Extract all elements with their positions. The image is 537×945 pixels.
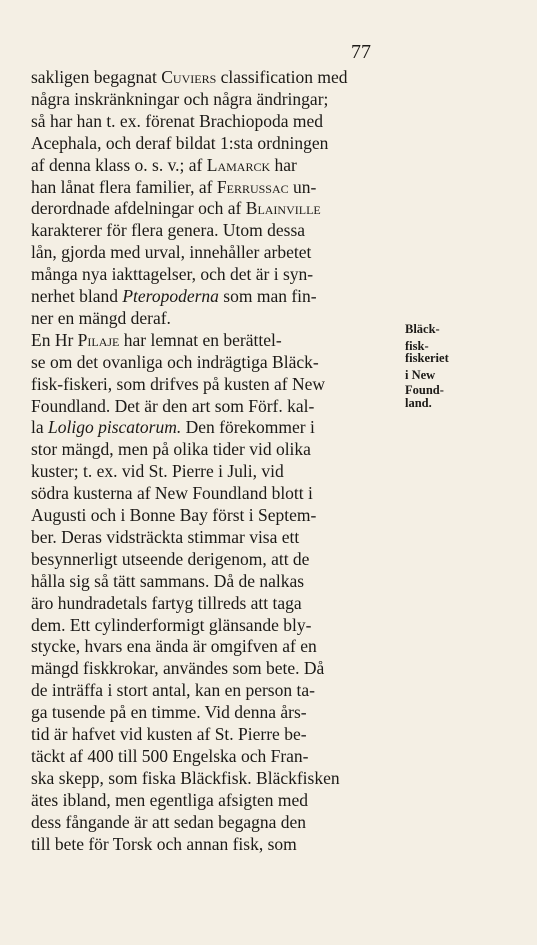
text-line — [31, 811, 306, 833]
text-run: karakterer för flera genera. Utom dessa — [31, 220, 306, 241]
text-run: mängd fiskkrokar, användes som bete. Då — [31, 658, 325, 679]
text-run: ska skepp, som fiska Bläckfisk. Bläckfisken — [31, 767, 340, 788]
italic-term: Loligo piscatorum. — [48, 417, 182, 438]
text-line — [31, 285, 317, 307]
text-run: har lemnat en berättel- — [119, 329, 282, 350]
text-line — [31, 110, 323, 132]
text-line — [31, 570, 304, 592]
text-line — [31, 745, 309, 767]
text-line — [31, 219, 305, 241]
text-run: tid är hafvet vid kusten af St. Pierre be- — [31, 724, 307, 744]
text-line — [31, 833, 297, 855]
text-run: ber. Deras vidsträckta stimmar visa ett — [31, 526, 300, 547]
page-number: 77 — [351, 41, 371, 63]
text-run: un- — [288, 176, 317, 197]
margin-note-line: fiskeriet — [405, 351, 449, 365]
text-run: Acephala, och deraf bildat 1:sta ordningen — [31, 132, 329, 153]
text-run: se om det ovanliga och indrägtiga Bläck- — [31, 351, 319, 372]
text-run: södra kusterna af New Foundland blott i — [31, 483, 313, 504]
text-line — [31, 767, 340, 789]
text-line — [31, 723, 307, 745]
text-line — [31, 373, 325, 395]
text-line — [31, 701, 307, 723]
text-run: Den förekommer i — [181, 417, 315, 438]
small-caps-name: Pilaje — [77, 329, 120, 350]
text-run: några inskränkningar och några ändringar; — [31, 88, 329, 109]
text-run: kuster; t. ex. vid St. Pierre i Juli, vid — [31, 461, 284, 482]
text-run: stor mängd, men på olika tider vid olika — [31, 439, 311, 460]
margin-note-line: fisk- — [405, 339, 429, 353]
small-caps-name: Cuviers — [161, 67, 217, 87]
text-line — [31, 176, 316, 198]
text-run: så har han t. ex. förenat Brachiopoda med — [31, 110, 324, 131]
text-line — [31, 241, 311, 263]
margin-note-line: land. — [405, 396, 432, 410]
text-line — [31, 307, 171, 329]
text-line — [31, 614, 311, 636]
text-line — [31, 66, 347, 88]
text-line — [31, 657, 324, 679]
text-run: de inträffa i stort antal, kan en person ta- — [31, 680, 315, 701]
text-line — [31, 88, 328, 110]
text-run: sakligen begagnat — [31, 67, 162, 87]
text-line — [31, 504, 316, 526]
text-line — [31, 592, 302, 614]
text-run: till bete för Torsk och annan fisk, som — [31, 833, 297, 854]
small-caps-name: Ferrussac — [216, 176, 289, 197]
text-run: dess fångande är att sedan begagna den — [31, 811, 307, 832]
text-run: han lånat flera familier, af — [31, 176, 217, 197]
text-run: nerhet bland — [31, 286, 123, 306]
margin-note-line: i New — [405, 368, 436, 382]
text-line — [31, 395, 314, 417]
text-line — [31, 460, 284, 482]
text-run: af denna klass o. s. v.; af — [31, 154, 207, 175]
text-run: En Hr — [31, 329, 78, 350]
text-run: derordnade afdelningar och af — [31, 198, 246, 219]
text-line — [31, 635, 317, 657]
text-line — [31, 789, 308, 811]
text-line — [31, 351, 319, 373]
text-line — [31, 132, 328, 154]
text-run: dem. Ett cylinderformigt glänsande bly- — [31, 614, 312, 635]
text-run: fisk-fiskeri, som drifves på kusten af New — [31, 373, 326, 394]
text-run: äro hundradetals fartyg tillreds att taga — [31, 592, 302, 613]
text-line — [31, 526, 299, 548]
text-run: besynnerligt utseende derigenom, att de — [31, 548, 310, 569]
small-caps-name: Blainville — [245, 198, 321, 219]
text-run: Augusti och i Bonne Bay först i Septem- — [31, 505, 317, 525]
margin-note-line: Found- — [405, 383, 444, 397]
text-run: ätes ibland, men egentliga afsigten med — [31, 789, 308, 810]
text-run: classification med — [216, 67, 348, 87]
text-run: hålla sig så tätt sammans. Då de nalkas — [31, 570, 305, 591]
text-run: som man fin- — [218, 286, 317, 306]
text-run: Foundland. Det är den art som Förf. kal- — [31, 395, 315, 416]
text-line — [31, 263, 313, 285]
text-line — [31, 197, 321, 219]
text-line — [31, 154, 297, 176]
text-line — [31, 416, 315, 438]
text-run: stycke, hvars ena ända är omgifven af en — [31, 636, 317, 657]
text-line — [31, 679, 315, 701]
italic-term: Pteropoderna — [122, 286, 219, 306]
text-line — [31, 482, 313, 504]
text-line — [31, 329, 282, 351]
text-run: ga tusende på en timme. Vid denna års- — [31, 702, 307, 723]
text-run: många nya iakttagelser, och det är i syn- — [31, 264, 314, 285]
text-line — [31, 438, 311, 460]
margin-note-line: Bläck- — [405, 322, 440, 336]
text-run: täckt af 400 till 500 Engelska och Fran- — [31, 745, 309, 766]
text-run: la — [31, 417, 49, 438]
small-caps-name: Lamarck — [206, 154, 271, 175]
text-run: lån, gjorda med urval, innehåller arbetet — [31, 242, 312, 263]
text-run: ner en mängd deraf. — [31, 307, 171, 328]
text-run: har — [270, 154, 297, 175]
text-line — [31, 548, 309, 570]
